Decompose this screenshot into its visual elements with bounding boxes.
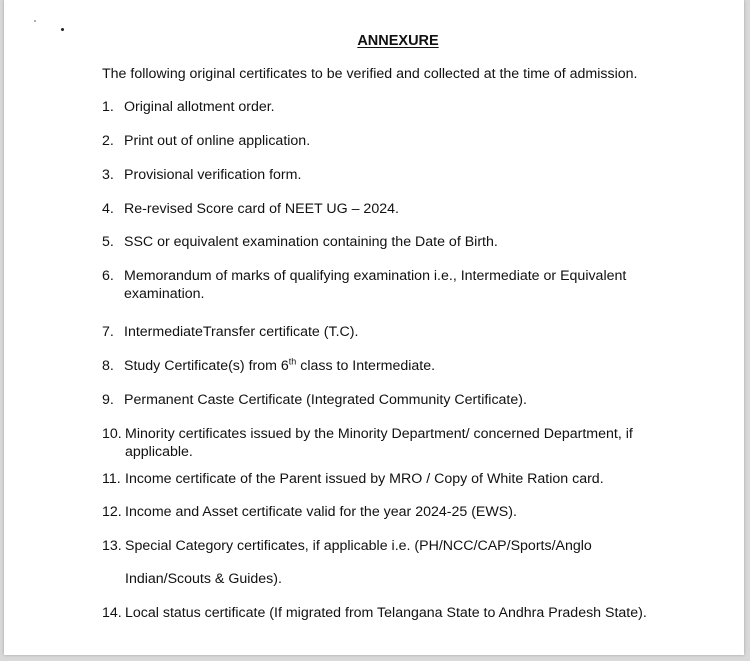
list-item — [102, 233, 662, 251]
list-item — [102, 323, 662, 341]
item-text: Provisional verification form. — [124, 167, 302, 183]
item-number: 9. — [102, 392, 114, 408]
document-heading: ANNEXURE — [357, 33, 439, 49]
intro-text: The following original certificates to be verified and collected at the time of admission. — [102, 66, 638, 82]
scan-speck — [61, 28, 64, 31]
document-page — [4, 0, 744, 655]
item-number: 2. — [102, 133, 114, 149]
item-number: 3. — [102, 167, 114, 183]
list-item-continuation — [102, 570, 662, 588]
item-text: Original allotment order. — [124, 99, 275, 115]
item-number: 1. — [102, 99, 114, 115]
item-number: 13. — [102, 538, 122, 554]
item-number: 8. — [102, 358, 114, 374]
item-number: 10. — [102, 426, 122, 442]
item-number: 12. — [102, 504, 122, 520]
item-number: 4. — [102, 201, 114, 217]
list-item — [102, 470, 662, 488]
item-text: Indian/Scouts & Guides). — [125, 571, 282, 587]
item-text: Special Category certificates, if applicable i.e. (PH/NCC/CAP/Sports/Anglo — [125, 538, 592, 554]
item-text: Print out of online application. — [124, 133, 311, 149]
item-text: Study Certificate(s) from 6th class to Intermediate. — [124, 356, 436, 374]
scan-speck — [34, 20, 36, 22]
item-text: IntermediateTransfer certificate (T.C). — [124, 324, 359, 340]
item-text: Memorandum of marks of qualifying examination i.e., Intermediate or Equivalent examination. — [124, 268, 627, 302]
item-text: Permanent Caste Certificate (Integrated Community Certificate). — [124, 392, 527, 408]
item-text: Re-revised Score card of NEET UG – 2024. — [124, 201, 399, 217]
item-number: 6. — [102, 268, 114, 284]
item-text: SSC or equivalent examination containing the Date of Birth. — [124, 234, 498, 250]
list-item — [102, 200, 662, 218]
item-number: 7. — [102, 324, 114, 340]
list-item — [102, 267, 647, 303]
list-item — [102, 132, 662, 150]
list-item — [102, 391, 662, 409]
list-item — [102, 503, 662, 521]
item-number: 14. — [102, 605, 122, 621]
list-item — [102, 425, 655, 461]
item-number: 5. — [102, 234, 114, 250]
item-number: 11. — [102, 471, 121, 487]
list-item — [102, 166, 662, 184]
item-text: Income certificate of the Parent issued by MRO / Copy of White Ration card. — [125, 471, 604, 487]
list-item — [102, 604, 702, 622]
item-text: Minority certificates issued by the Minority Department/ concerned Department, if applicable. — [125, 426, 633, 460]
list-item — [102, 98, 662, 116]
list-item — [102, 357, 662, 375]
list-item — [102, 537, 662, 555]
item-text: Local status certificate (If migrated from Telangana State to Andhra Pradesh State). — [125, 605, 647, 621]
item-text: Income and Asset certificate valid for the year 2024-25 (EWS). — [125, 504, 517, 520]
